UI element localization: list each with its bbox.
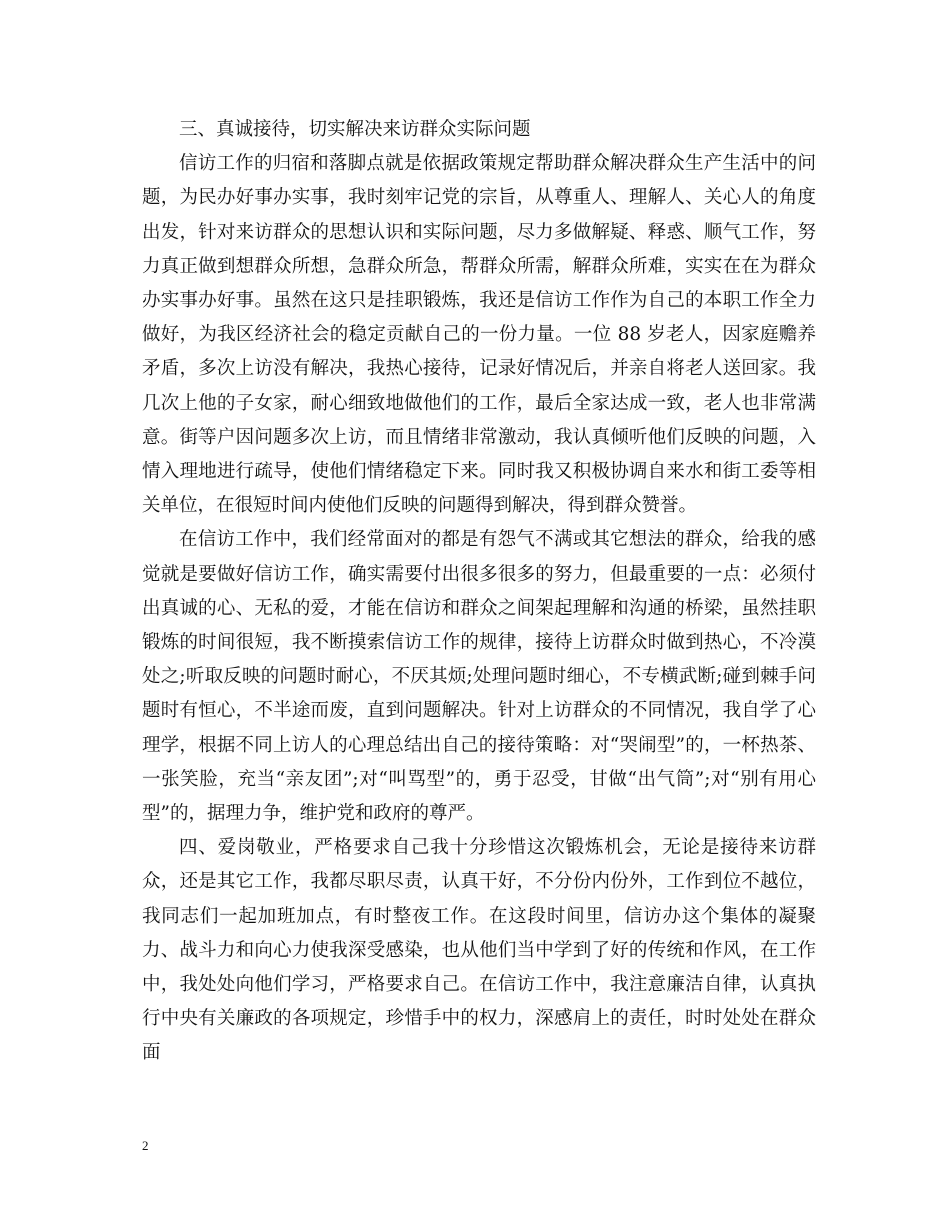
body-paragraph: 信访工作的归宿和落脚点就是依据政策规定帮助群众解决群众生产生活中的问题，为民办好事办实事，我时刻牢记党的宗旨，从尊重人、理解人、关心人的角度出发，针对来访群众的思想认识和实际问题，尽力多做解疑、释惑、顺气工作，努力真正做到想群众所想，急群众所急，帮群众所需，解群众所难，实实在在为群众办实事办好事。虽然在这只是挂职锻炼，我还是信访工作作为自己的本职工作全力做好，为我区经济社会的稳定贡献自己的一份力量。一位 88 岁老人，因家庭赡养矛盾，多次上访没有解决，我热心接待，记录好情况后，并亲自将老人送回家。我几次上他的子女家，耐心细致地做他们的工作，最后全家达成一致，老人也非常满意。街等户因问题多次上访，而且情绪非常激动，我认真倾听他们反映的问题，入情入理地进行疏导，使他们情绪稳定下来。同时我又积极协调自来水和街工委等相关单位，在很短时间内使他们反映的问题得到解决，得到群众赞誉。 xyxy=(142,153,816,517)
document-body xyxy=(142,113,816,1071)
body-paragraph: 四、爱岗敬业，严格要求自己我十分珍惜这次锻炼机会，无论是接待来访群众，还是其它工作，我都尽职尽责，认真干好，不分份内份外，工作到位不越位，我同志们一起加班加点，有时整夜工作。在这段时间里，信访办这个集体的凝聚力、战斗力和向心力使我深受感染，也从他们当中学到了好的传统和作风，在工作中，我处处向他们学习，严格要求自己。在信访工作中，我注意廉洁自律，认真执行中央有关廉政的各项规定，珍惜手中的权力，深感肩上的责任，时时处处在群众面 xyxy=(142,837,816,1064)
section-heading: 三、真诚接待，切实解决来访群众实际问题 xyxy=(179,119,531,140)
body-paragraph: 在信访工作中，我们经常面对的都是有怨气不满或其它想法的群众，给我的感觉就是要做好信访工作，确实需要付出很多很多的努力，但最重要的一点：必须付出真诚的心、无私的爱，才能在信访和群众之间架起理解和沟通的桥梁，虽然挂职锻炼的时间很短，我不断摸索信访工作的规律，接待上访群众时做到热心，不冷漠处之;听取反映的问题时耐心，不厌其烦;处理问题时细心，不专横武断;碰到棘手问题时有恒心，不半途而废，直到问题解决。针对上访群众的不同情况，我自学了心理学，根据不同上访人的心理总结出自己的接待策略：对“哭闹型”的，一杯热茶、一张笑脸，充当“亲友团”;对“叫骂型”的，勇于忍受，甘做“出气筒”;对“别有用心型”的，据理力争，维护党和政府的尊严。 xyxy=(142,529,816,825)
page-number: 2 xyxy=(142,1138,149,1153)
